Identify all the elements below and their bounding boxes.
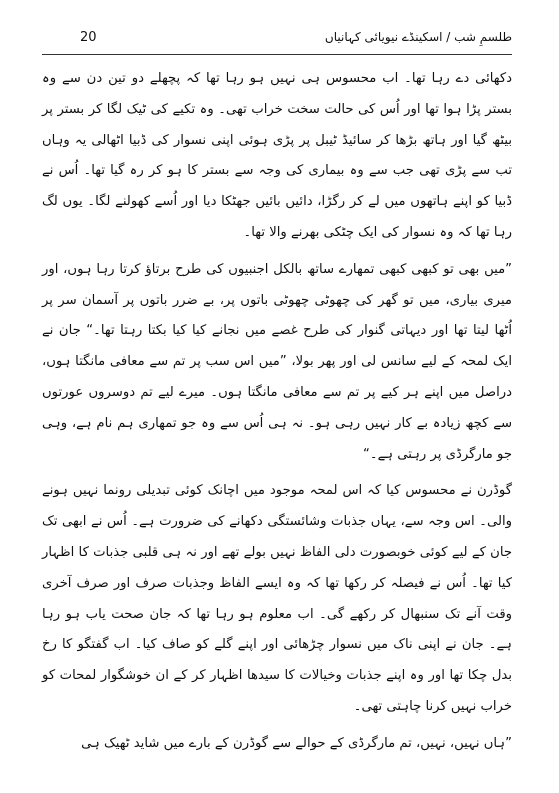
page-body	[42, 64, 512, 764]
paragraph: دکھائی دے رہا تھا۔ اب محسوس ہی نہیں ہو رہا تھا کہ پچھلے دو تین دن سے وہ بستر پڑا ہوا تھا اور اُس کی حالت سخت خراب تھی۔ وہ تکیے کی ٹیک لگا کر بستر پر بیٹھ گیا اور ہاتھ بڑھا کر سائیڈ ٹیبل پر پڑی ہوئی اپنی نسوار کی ڈبیا اٹھالی یہ وہاں تب سے پڑی تھی جب سے وہ بیماری کی وجہ سے بستر کا ہو کر رہ گیا تھا۔ اُس نے ڈبیا کو اپنے ہاتھوں میں لے کر رگڑا، دائیں بائیں جھٹکا دیا اور اُسے کھولنے لگا۔ یوں لگ رہا تھا کہ وہ نسوار کی ایک چٹکی بھرنے والا تھا۔	[42, 71, 512, 240]
paragraph: گوڈرن نے محسوس کیا کہ اس لمحہ موجود میں اچانک کوئی تبدیلی رونما نہیں ہونے والی۔ اس وجہ سے، یہاں جذبات وشائستگی دکھانے کی ضرورت ہے۔ اُس نے ابھی تک جان کے لیے کوئی خوبصورت دلی الفاظ نہیں بولے تھے اور نہ ہی قلبی جذبات کا اظہار کیا تھا۔ اُس نے فیصلہ کر رکھا تھا کہ وہ ایسے الفاظ وجذبات صرف اور صرف آخری وقت آنے تک سنبھال کر رکھے گی۔ اب معلوم ہو رہا تھا کہ جان صحت یاب ہو رہا ہے۔ جان نے اپنی ناک میں نسوار چڑھائی اور اپنے گلے کو صاف کیا۔ اب گفتگو کا رخ بدل چکا تھا اور وہ اپنے جذبات وخیالات کا سیدھا اظہار کر کے ان خوشگوار لمحات کو خراب نہیں کرنا چاہتی تھی۔	[42, 483, 512, 714]
running-title: طلسمِ شب / اسکینڈے نیویائی کہانیاں	[324, 30, 512, 44]
page-number: 20	[80, 30, 97, 45]
paragraph: ”میں بھی تو کبھی کبھی تمھارے ساتھ بالکل اجنبیوں کی طرح برتاؤ کرتا رہا ہوں، اور میری بیاری، میں تو گھر کی چھوٹی چھوٹی باتوں پر، بے ضرر باتوں پر آسمان سر پر اُٹھا لیتا تھا اور دیہاتی گنوار کی طرح غصے میں نجانے کیا کیا بکتا رہتا تھا۔“ جان نے ایک لمحہ کے لیے سانس لی اور پھر بولا، ”میں اس سب پر تم سے معافی مانگتا ہوں، دراصل میں اپنے ہر کیے پر تم سے معافی مانگتا ہوں۔ میرے لیے تم دوسروں عورتوں سے کچھ زیادہ بے کار نہیں رہی ہو۔ نہ ہی اُس سے وہ جو تمھاری ہم نام ہے، وہی جو مارگرڈی پر رہتی ہے۔“	[42, 261, 512, 462]
paragraph: ”ہاں نہیں، نہیں، تم مارگرڈی کے حوالے سے گوڈرن کے بارے میں شاید ٹھیک ہی	[81, 735, 512, 751]
page-header	[42, 28, 512, 55]
